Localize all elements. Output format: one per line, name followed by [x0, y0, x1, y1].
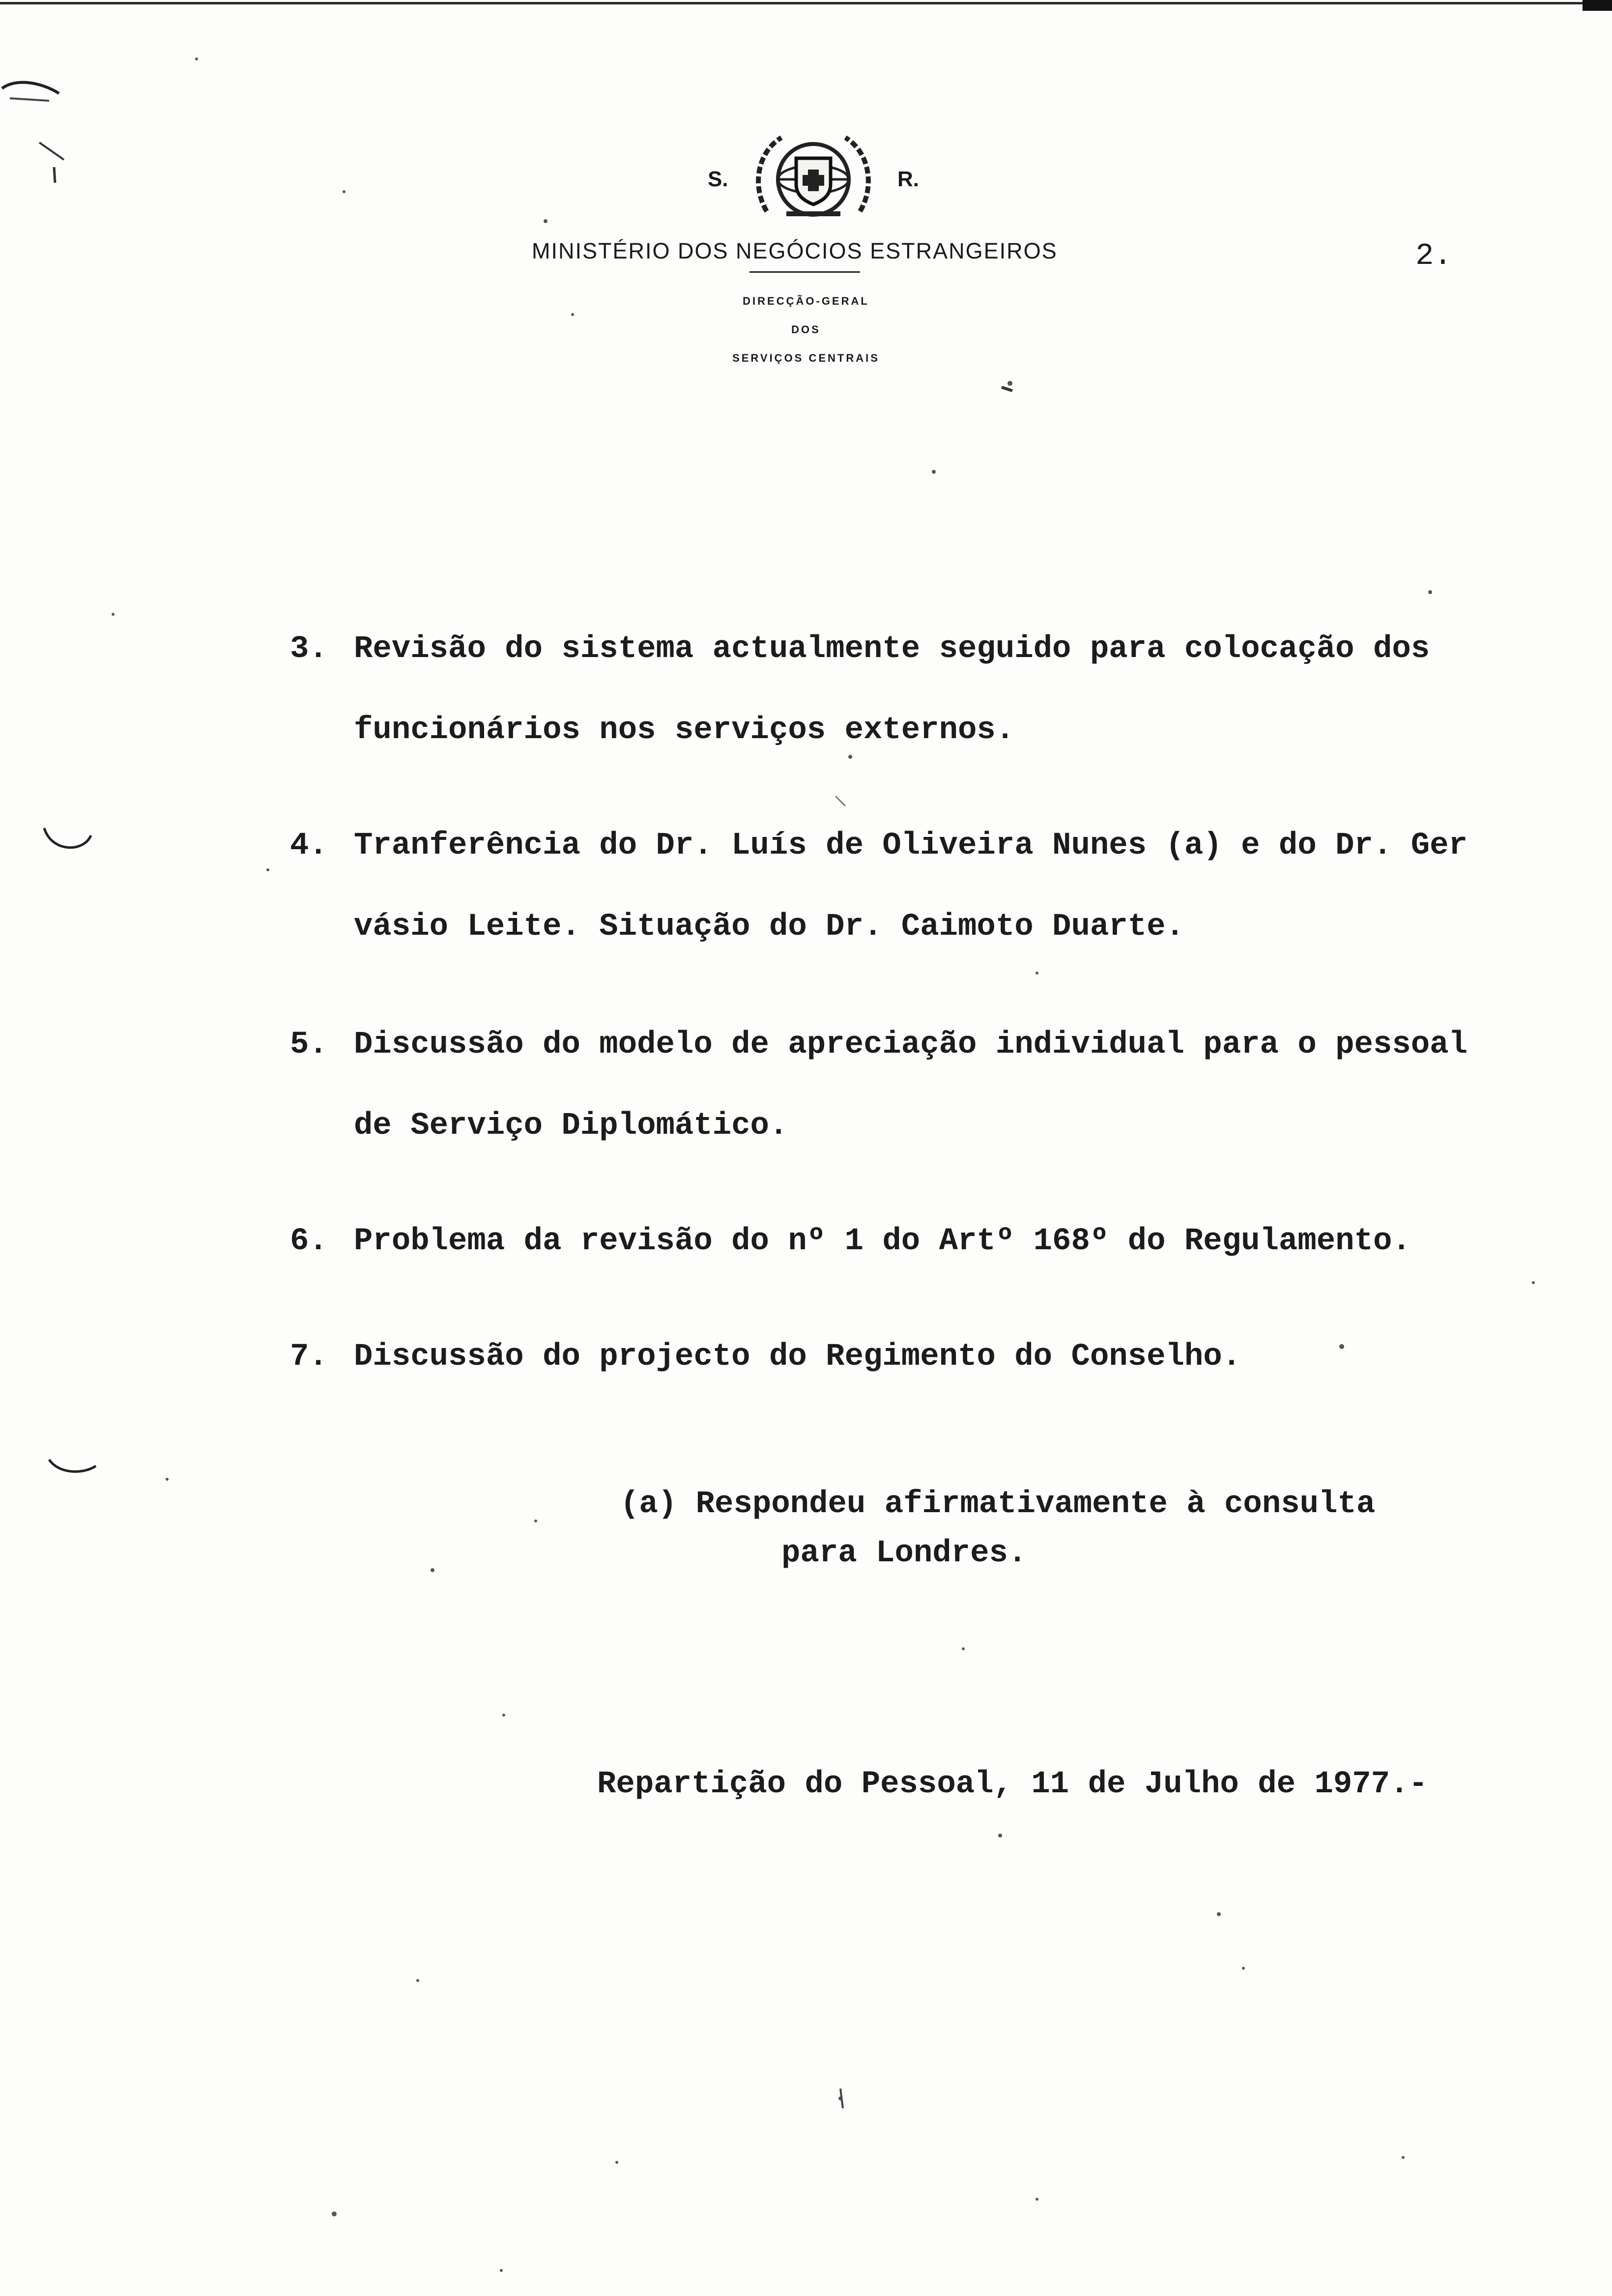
item-number: 7.	[290, 1339, 328, 1375]
item-text: Problema da revisão do nº 1 do Artº 168º do Regulamento.	[354, 1224, 1411, 1259]
item-text: Revisão do sistema actualmente seguido para colocação dos	[354, 631, 1430, 667]
footnote-line-2: para Londres.	[781, 1536, 1027, 1571]
department-line-1: DIRECÇÃO-GERAL	[743, 295, 869, 307]
item-number: 3.	[290, 631, 328, 667]
letterhead-s: S.	[708, 167, 728, 191]
department-line-3: SERVIÇOS CENTRAIS	[732, 352, 880, 364]
top-edge-rule	[0, 2, 1612, 4]
item-text: Tranferência do Dr. Luís de Oliveira Nunes (a) e do Dr. Ger	[354, 828, 1468, 863]
margin-curve-2	[47, 1457, 101, 1482]
margin-curve-1	[42, 826, 96, 855]
item-text: Discussão do modelo de apreciação individual para o pessoal	[354, 1027, 1468, 1062]
portuguese-coat-of-arms-icon	[747, 128, 880, 221]
item-text: Discussão do projecto do Regimento do Conselho.	[354, 1339, 1241, 1375]
letterhead	[0, 128, 1612, 383]
letterhead-r: R.	[897, 167, 919, 191]
agenda-item-5	[290, 1027, 1468, 1062]
agenda-item-7	[290, 1339, 1241, 1375]
ministry-name: MINISTÉRIO DOS NEGÓCIOS ESTRANGEIROS	[532, 238, 1058, 263]
agenda-item-4-continuation: vásio Leite. Situação do Dr. Caimoto Duarte.	[354, 909, 1184, 945]
item-number: 5.	[290, 1027, 328, 1062]
department-line-2: DOS	[791, 323, 821, 336]
footnote-line-1: (a) Respondeu afirmativamente à consulta	[620, 1487, 1376, 1522]
page-number: 2.	[1415, 238, 1452, 273]
corner-mark	[1583, 0, 1612, 11]
ministry-underline	[749, 271, 860, 273]
agenda-item-3-continuation: funcionários nos serviços externos.	[354, 713, 1015, 748]
agenda-item-6	[290, 1224, 1411, 1259]
agenda-item-3	[290, 631, 1430, 667]
agenda-item-4	[290, 828, 1468, 863]
agenda-item-5-continuation: de Serviço Diplomático.	[354, 1108, 788, 1144]
item-number: 4.	[290, 828, 328, 863]
item-number: 6.	[290, 1224, 328, 1259]
closing-date-line: Repartição do Pessoal, 11 de Julho de 1977.-	[597, 1767, 1428, 1802]
